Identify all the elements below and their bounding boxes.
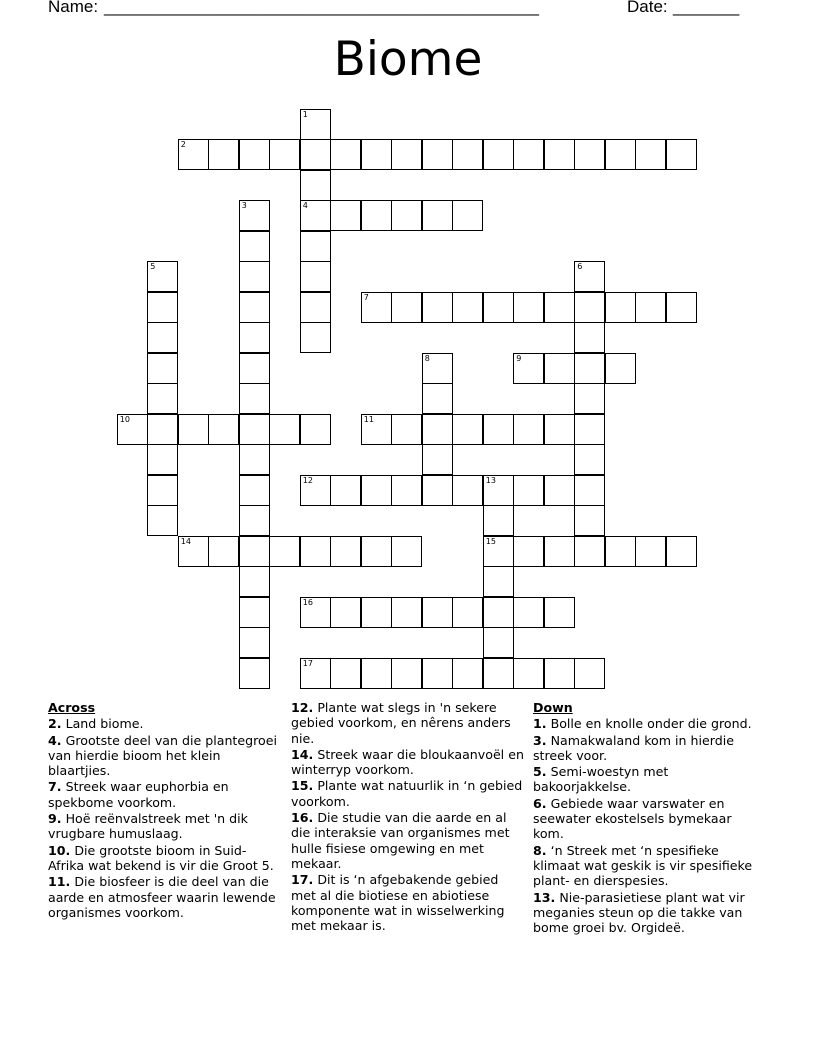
clue-item-text: Semi-woestyn met bakoorjakkelse. xyxy=(533,764,669,795)
date-label: Date: xyxy=(627,0,668,16)
clue-number: 4 xyxy=(302,201,308,211)
clue-number: 2 xyxy=(180,140,186,150)
clue-item-number: 17. xyxy=(291,872,314,888)
clue-item-number: 1. xyxy=(533,716,547,732)
clue-number: 15 xyxy=(485,536,496,546)
grid-cell[interactable] xyxy=(544,536,575,567)
clue-number: 14 xyxy=(180,536,191,546)
grid-cell[interactable] xyxy=(483,536,514,567)
grid-cell[interactable] xyxy=(483,475,514,506)
clue-number: 6 xyxy=(577,262,583,272)
grid-cell[interactable] xyxy=(300,414,331,445)
grid-cell[interactable] xyxy=(239,444,270,475)
grid-cell[interactable] xyxy=(483,627,514,658)
grid-cell[interactable] xyxy=(391,536,422,567)
grid-cell[interactable] xyxy=(239,200,270,231)
clue-item-number: 13. xyxy=(533,889,556,905)
grid-cell[interactable] xyxy=(483,139,514,170)
grid-cell[interactable] xyxy=(513,658,544,689)
grid-cell[interactable] xyxy=(239,414,270,445)
grid-cell[interactable] xyxy=(147,261,178,292)
clue-item-text: Plante wat natuurlik in ‘n gebied voorkom. xyxy=(291,778,523,809)
date-line[interactable]: _______ xyxy=(673,0,740,16)
grid-cell[interactable] xyxy=(544,139,575,170)
grid-cell[interactable] xyxy=(300,170,331,201)
grid-cell[interactable] xyxy=(300,231,331,262)
clue-item xyxy=(291,747,525,778)
grid-cell[interactable] xyxy=(361,200,392,231)
clue-item xyxy=(48,874,280,920)
grid-cell[interactable] xyxy=(147,505,178,536)
grid-cell[interactable] xyxy=(513,292,544,323)
clue-item xyxy=(291,872,525,933)
grid-cell[interactable] xyxy=(422,597,453,628)
grid-cell[interactable] xyxy=(330,200,361,231)
grid-cell[interactable] xyxy=(635,139,666,170)
grid-cell[interactable] xyxy=(361,658,392,689)
grid-cell[interactable] xyxy=(422,444,453,475)
grid-cell[interactable] xyxy=(422,139,453,170)
grid-cell[interactable] xyxy=(513,597,544,628)
clue-number: 11 xyxy=(363,414,374,424)
clue-item xyxy=(533,890,765,936)
grid-cell[interactable] xyxy=(300,261,331,292)
grid-cell[interactable] xyxy=(574,475,605,506)
clue-item-text: Streek waar die bloukaanvoël en winterryp voorkom. xyxy=(291,746,524,778)
grid-cell[interactable] xyxy=(574,536,605,567)
down-clues-column xyxy=(533,700,765,936)
grid-cell[interactable] xyxy=(422,383,453,414)
clue-number: 8 xyxy=(424,353,430,363)
grid-cell[interactable] xyxy=(239,261,270,292)
grid-cell[interactable] xyxy=(300,109,331,140)
clue-number: 16 xyxy=(302,597,313,607)
grid-cell[interactable] xyxy=(574,353,605,384)
clue-item-number: 7. xyxy=(48,779,62,795)
grid-cell[interactable] xyxy=(605,536,636,567)
grid-cell[interactable] xyxy=(300,292,331,323)
clue-number: 5 xyxy=(150,262,156,272)
grid-cell[interactable] xyxy=(513,353,544,384)
grid-cell[interactable] xyxy=(239,231,270,262)
grid-cell[interactable] xyxy=(300,322,331,353)
grid-cell[interactable] xyxy=(574,658,605,689)
grid-cell[interactable] xyxy=(513,475,544,506)
grid-cell[interactable] xyxy=(544,597,575,628)
clue-item-text: Gebiede waar varswater en seewater ekostelsels bymekaar kom. xyxy=(533,795,732,842)
across-clues-column xyxy=(48,700,280,921)
grid-cell[interactable] xyxy=(361,139,392,170)
grid-cell[interactable] xyxy=(574,414,605,445)
grid-cell[interactable] xyxy=(330,475,361,506)
grid-cell[interactable] xyxy=(147,353,178,384)
grid-cell[interactable] xyxy=(208,139,239,170)
grid-cell[interactable] xyxy=(422,200,453,231)
clue-item-text: Namakwaland kom in hierdie streek voor. xyxy=(533,732,734,763)
clue-number: 17 xyxy=(302,658,313,668)
name-label: Name: xyxy=(48,0,99,16)
grid-cell[interactable] xyxy=(147,475,178,506)
grid-cell[interactable] xyxy=(544,353,575,384)
across-clues-column-continued xyxy=(291,700,525,934)
grid-cell[interactable] xyxy=(391,658,422,689)
grid-cell[interactable] xyxy=(239,353,270,384)
grid-cell[interactable] xyxy=(208,536,239,567)
grid-cell[interactable] xyxy=(391,139,422,170)
clue-number: 7 xyxy=(363,292,369,302)
clue-item xyxy=(291,778,525,809)
grid-cell[interactable] xyxy=(422,475,453,506)
grid-cell[interactable] xyxy=(239,658,270,689)
clue-item-number: 2. xyxy=(48,716,62,732)
grid-cell[interactable] xyxy=(239,322,270,353)
grid-cell[interactable] xyxy=(605,292,636,323)
clue-item-number: 6. xyxy=(533,795,547,811)
clue-item-text: Die studie van die aarde en al die interaksie van organismes met hulle fisiese omgewing en met mekaar. xyxy=(291,810,510,871)
grid-cell[interactable] xyxy=(391,475,422,506)
grid-cell[interactable] xyxy=(269,139,300,170)
grid-cell[interactable] xyxy=(605,139,636,170)
grid-cell[interactable] xyxy=(300,139,331,170)
clue-item-number: 3. xyxy=(533,732,547,748)
clue-item-text: Bolle en knolle onder die grond. xyxy=(550,716,752,732)
clue-number: 1 xyxy=(302,109,308,119)
grid-cell[interactable] xyxy=(239,292,270,323)
grid-cell[interactable] xyxy=(483,597,514,628)
grid-cell[interactable] xyxy=(178,414,209,445)
clue-item xyxy=(533,716,765,731)
grid-cell[interactable] xyxy=(635,536,666,567)
clue-item-text: Dit is ‘n afgebakende gebied met al die biotiese en abiotiese komponente wat in wisselwerking met mekaar is. xyxy=(291,872,505,934)
grid-cell[interactable] xyxy=(452,200,483,231)
grid-cell[interactable] xyxy=(300,658,331,689)
clue-item-number: 8. xyxy=(533,842,547,858)
grid-cell[interactable] xyxy=(361,536,392,567)
grid-cell[interactable] xyxy=(147,292,178,323)
grid-cell[interactable] xyxy=(300,597,331,628)
clue-item-text: Die biosfeer is die deel van die aarde en atmosfeer waarin lewende organismes voorkom. xyxy=(48,874,276,920)
grid-cell[interactable] xyxy=(666,139,697,170)
clue-item-text: Land biome. xyxy=(65,716,144,732)
clue-item-number: 16. xyxy=(291,810,314,826)
clue-number: 9 xyxy=(516,353,522,363)
name-line[interactable]: ______________________________________________ xyxy=(104,0,539,16)
grid-cell[interactable] xyxy=(147,383,178,414)
grid-cell[interactable] xyxy=(483,505,514,536)
clue-item-text: ‘n Streek met ‘n spesifieke klimaat wat geskik is vir spesifieke plant- en dierspesies. xyxy=(533,842,753,889)
clue-item xyxy=(533,843,765,889)
grid-cell[interactable] xyxy=(391,292,422,323)
clue-item xyxy=(48,843,280,874)
clue-item-number: 11. xyxy=(48,874,71,890)
grid-cell[interactable] xyxy=(422,292,453,323)
grid-cell[interactable] xyxy=(239,627,270,658)
grid-cell[interactable] xyxy=(239,566,270,597)
grid-cell[interactable] xyxy=(483,292,514,323)
grid-cell[interactable] xyxy=(513,414,544,445)
clue-number: 12 xyxy=(302,475,313,485)
page-title: Biome xyxy=(333,32,483,87)
grid-cell[interactable] xyxy=(483,566,514,597)
grid-cell[interactable] xyxy=(300,200,331,231)
grid-cell[interactable] xyxy=(239,139,270,170)
grid-cell[interactable] xyxy=(330,597,361,628)
clue-item-text: Streek waar euphorbia en spekbome voorkom. xyxy=(48,779,229,810)
clue-item-text: Nie-parasietiese plant wat vir meganies steun op die takke van bome groei bv. Orgideë. xyxy=(533,889,745,936)
grid-cell[interactable] xyxy=(666,292,697,323)
clue-item-number: 12. xyxy=(291,700,314,715)
grid-cell[interactable] xyxy=(361,597,392,628)
grid-cell[interactable] xyxy=(452,475,483,506)
grid-cell[interactable] xyxy=(483,414,514,445)
grid-cell[interactable] xyxy=(361,475,392,506)
grid-cell[interactable] xyxy=(330,536,361,567)
grid-cell[interactable] xyxy=(178,139,209,170)
grid-cell[interactable] xyxy=(574,261,605,292)
grid-cell[interactable] xyxy=(452,292,483,323)
grid-cell[interactable] xyxy=(361,292,392,323)
across-heading: Across xyxy=(48,700,96,715)
grid-cell[interactable] xyxy=(239,383,270,414)
clue-item xyxy=(533,733,765,764)
down-heading: Down xyxy=(533,700,573,715)
clue-item-number: 5. xyxy=(533,764,547,780)
grid-cell[interactable] xyxy=(544,292,575,323)
clue-item xyxy=(291,700,525,746)
grid-cell[interactable] xyxy=(269,414,300,445)
grid-cell[interactable] xyxy=(239,475,270,506)
clue-item-text: Hoë reënvalstreek met 'n dik vrugbare humuslaag. xyxy=(48,811,248,842)
grid-cell[interactable] xyxy=(330,658,361,689)
grid-cell[interactable] xyxy=(330,139,361,170)
grid-cell[interactable] xyxy=(422,658,453,689)
grid-cell[interactable] xyxy=(147,322,178,353)
grid-cell[interactable] xyxy=(513,536,544,567)
clue-item-number: 14. xyxy=(291,746,314,762)
clue-item-number: 15. xyxy=(291,778,314,794)
clue-item xyxy=(533,796,765,842)
grid-cell[interactable] xyxy=(574,505,605,536)
clue-item-number: 4. xyxy=(48,732,62,748)
grid-cell[interactable] xyxy=(300,475,331,506)
grid-cell[interactable] xyxy=(574,292,605,323)
grid-cell[interactable] xyxy=(574,139,605,170)
clue-item-text: Die grootste bioom in Suid-Afrika wat bekend is vir die Groot 5. xyxy=(48,842,274,873)
grid-cell[interactable] xyxy=(178,536,209,567)
grid-cell[interactable] xyxy=(452,414,483,445)
clue-number: 13 xyxy=(485,475,496,485)
clue-item xyxy=(48,779,280,810)
grid-cell[interactable] xyxy=(544,658,575,689)
grid-cell[interactable] xyxy=(513,139,544,170)
clue-item xyxy=(291,810,525,871)
grid-cell[interactable] xyxy=(239,505,270,536)
grid-cell[interactable] xyxy=(605,353,636,384)
grid-cell[interactable] xyxy=(452,597,483,628)
clue-item xyxy=(533,764,765,795)
grid-cell[interactable] xyxy=(574,383,605,414)
grid-cell[interactable] xyxy=(361,414,392,445)
grid-cell[interactable] xyxy=(452,139,483,170)
grid-cell[interactable] xyxy=(574,322,605,353)
clue-item-text: Grootste deel van die plantegroei van hierdie bioom het klein blaartjies. xyxy=(48,732,277,779)
grid-cell[interactable] xyxy=(422,414,453,445)
grid-cell[interactable] xyxy=(666,536,697,567)
grid-cell[interactable] xyxy=(544,414,575,445)
grid-cell[interactable] xyxy=(452,658,483,689)
grid-cell[interactable] xyxy=(635,292,666,323)
clue-item-number: 9. xyxy=(48,811,62,827)
grid-cell[interactable] xyxy=(391,597,422,628)
grid-cell[interactable] xyxy=(147,414,178,445)
clue-number: 3 xyxy=(241,201,247,211)
grid-cell[interactable] xyxy=(269,536,300,567)
grid-cell[interactable] xyxy=(300,536,331,567)
grid-cell[interactable] xyxy=(483,658,514,689)
clue-item-text: Plante wat slegs in 'n sekere gebied voorkom, en nêrens anders nie. xyxy=(291,700,511,746)
grid-cell[interactable] xyxy=(544,475,575,506)
clue-number: 10 xyxy=(119,414,130,424)
grid-cell[interactable] xyxy=(574,444,605,475)
grid-cell[interactable] xyxy=(391,414,422,445)
clue-item xyxy=(48,733,280,779)
grid-cell[interactable] xyxy=(147,444,178,475)
grid-cell[interactable] xyxy=(239,536,270,567)
clue-item xyxy=(48,716,280,731)
clue-item-number: 10. xyxy=(48,842,71,858)
clue-item xyxy=(48,811,280,842)
grid-cell[interactable] xyxy=(422,353,453,384)
grid-cell[interactable] xyxy=(391,200,422,231)
grid-cell[interactable] xyxy=(208,414,239,445)
grid-cell[interactable] xyxy=(239,597,270,628)
grid-cell[interactable] xyxy=(117,414,148,445)
